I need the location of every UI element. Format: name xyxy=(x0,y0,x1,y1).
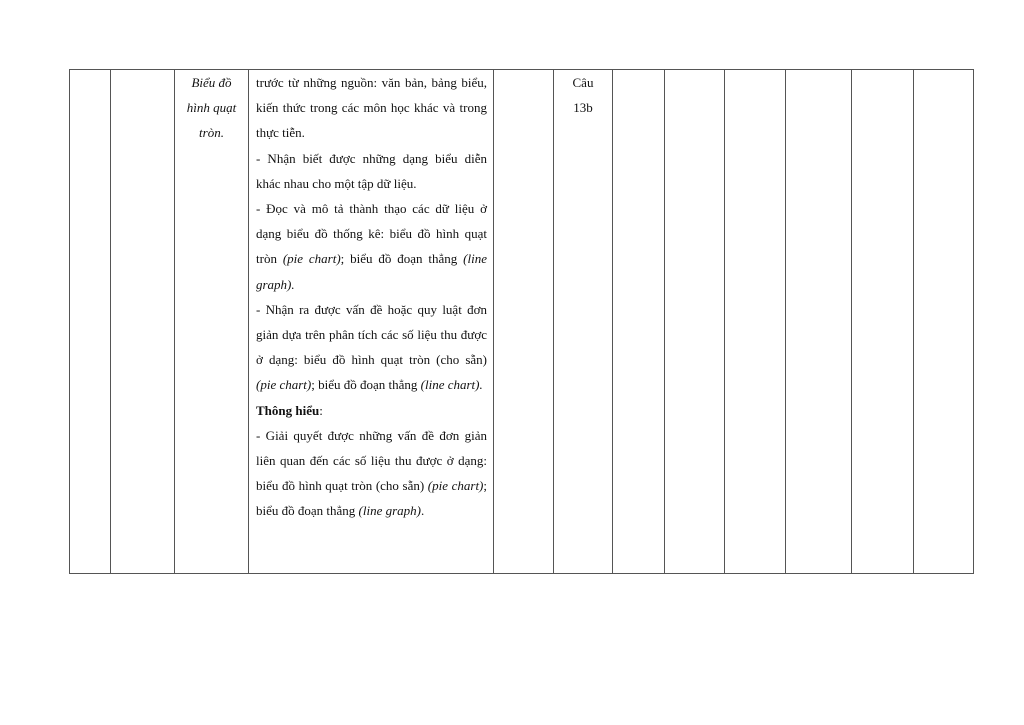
description-paragraph: - Nhận biết được những dạng biểu diễn khác nhau cho một tập dữ liệu. xyxy=(256,150,487,191)
section-heading: Thông hiểu: xyxy=(256,402,323,418)
question-cell xyxy=(554,70,613,574)
question-label: Câu xyxy=(572,75,594,90)
empty-cell xyxy=(665,70,725,574)
topic-line: Biểu đồ xyxy=(191,75,232,90)
topic-line: hình quạt xyxy=(186,100,237,116)
empty-cell xyxy=(111,70,175,574)
assessment-table xyxy=(69,69,974,574)
empty-cell xyxy=(852,70,914,574)
description-paragraph: - Nhận ra được vấn đề hoặc quy luật đơn giản dựa trên phân tích các số liệu thu được ở dạng: biểu đồ hình quạt tròn (cho sẵn) (pie chart); biểu đồ đoạn thẳng (line chart). xyxy=(256,301,487,393)
empty-cell xyxy=(494,70,554,574)
empty-cell xyxy=(613,70,665,574)
empty-cell xyxy=(914,70,974,574)
empty-cell xyxy=(70,70,111,574)
topic-cell xyxy=(175,70,249,574)
empty-cell xyxy=(725,70,786,574)
topic-line: tròn. xyxy=(199,125,224,141)
empty-cell xyxy=(786,70,852,574)
description-paragraph: - Giải quyết được những vấn đề đơn giản liên quan đến các số liệu thu được ở dạng: biểu đồ hình quạt tròn (cho sẵn) (pie chart); biểu đồ đoạn thẳng (line graph). xyxy=(256,427,488,519)
description-cell xyxy=(249,70,494,574)
description-paragraph: trước từ những nguồn: văn bản, bảng biểu, kiến thức trong các môn học khác và trong thực tiễn. xyxy=(256,75,487,141)
table-row xyxy=(70,70,974,574)
question-number: 13b xyxy=(573,100,593,116)
description-paragraph: - Đọc và mô tả thành thạo các dữ liệu ở dạng biểu đồ thống kê: biểu đồ hình quạt tròn (pie chart); biểu đồ đoạn thẳng (line graph). xyxy=(256,201,487,292)
